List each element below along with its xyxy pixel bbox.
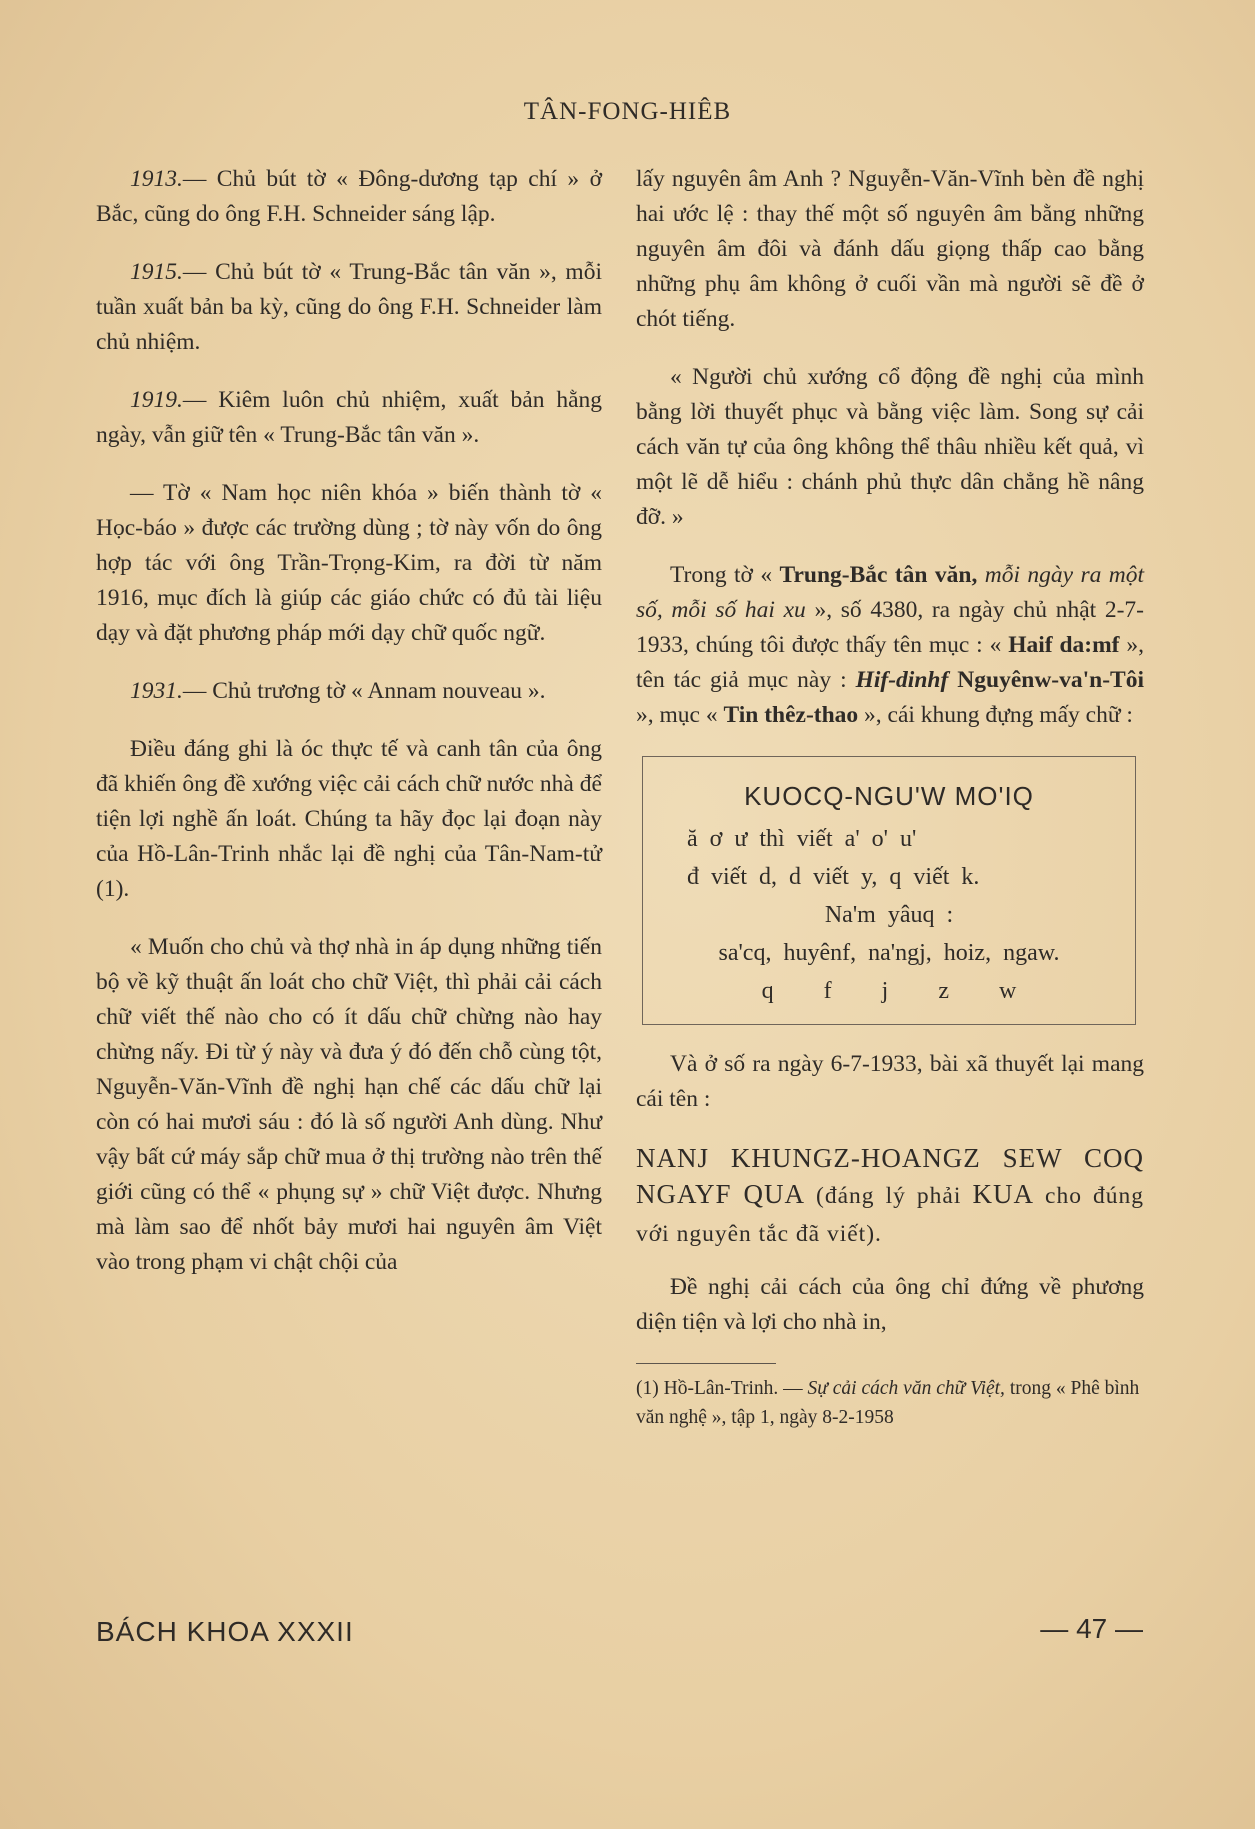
text-run bbox=[948, 667, 957, 693]
text-run: (đáng lý phải bbox=[804, 1183, 973, 1209]
left-column bbox=[96, 162, 602, 1303]
year: 1919. bbox=[130, 387, 183, 413]
page-header: TÂN-FONG-HIÊB bbox=[523, 98, 732, 125]
paragraph-1919 bbox=[96, 383, 602, 453]
text-run: », cái khung đựng mấy chữ : bbox=[858, 702, 1133, 728]
year: 1915. bbox=[130, 259, 183, 285]
box-title: KUOCQ-NGU'W MO'IQ bbox=[744, 781, 1034, 811]
correction-word: KUA bbox=[972, 1179, 1034, 1209]
magazine-title: BÁCH KHOA XXXII bbox=[96, 1616, 354, 1647]
column-name: Haif da:mf bbox=[1008, 632, 1120, 658]
footnote-divider bbox=[636, 1363, 776, 1364]
editorial-title bbox=[636, 1140, 1144, 1252]
paragraph-quote: « Muốn cho chủ và thợ nhà in áp dụng những tiến bộ về kỹ thuật ấn loát cho chữ Việt, thì phải cải cách chữ viết thế nào cho có ít dấu chữ chừng nào hay chừng nấy. Đi từ ý này và đưa ý đó đến chỗ cùng tột, Nguyễn-Văn-Vĩnh đề nghị hạn chế các dấu chữ lại còn có hai mươi sáu : đó là số người Anh dùng. Như vậy bất cứ máy sắp chữ mua ở thị trường nào trên thế giới cũng có thể « phụng sự » chữ Việt được. Nhưng mà làm sao để nhốt bảy mươi hai nguyên âm Việt vào trong phạm vi chật chội của bbox=[96, 934, 602, 1275]
paragraph-quote-end: « Người chủ xướng cổ động đề nghị của mình bằng lời thuyết phục và bằng việc làm. Song sự cải cách văn tự của ông không thể thâu nhiều kết quả, vì một lẽ dễ hiểu : chánh phủ thực dân chẳng hề nâng đỡ. » bbox=[636, 364, 1144, 530]
author-alias: Hif-dinhf bbox=[855, 667, 949, 693]
page-number: — 47 — bbox=[1040, 1613, 1143, 1644]
newspaper-name: Trung-Bắc tân văn, bbox=[779, 562, 978, 588]
paragraph-continued: lấy nguyên âm Anh ? Nguyễn-Văn-Vĩnh bèn đề nghị hai ước lệ : thay thế một số nguyên âm bằng những nguyên âm đôi và đánh dấu giọng thấp cao bằng những phụ âm không ở cuối vần mà người sẽ đề ở chót tiếng. bbox=[636, 166, 1144, 332]
right-column bbox=[636, 162, 1144, 1432]
box-line: q f j z w bbox=[761, 978, 1017, 1004]
box-line: đ viết d, d viết y, q viết k. bbox=[687, 864, 980, 890]
text-run: Trong tờ « bbox=[670, 562, 780, 588]
paragraph-conclusion: Đề nghị cải cách của ông chỉ đứng về phương diện tiện và lợi cho nhà in, bbox=[636, 1274, 1144, 1335]
footnote-text: trong « Phê bình văn nghệ », tập 1, ngày 8-2-1958 bbox=[636, 1378, 1140, 1428]
text-run: », mục « bbox=[636, 702, 724, 728]
paragraph-text: — Chủ bút tờ « Đông-dương tạp chí » ở Bắc, cũng do ông F.H. Schneider sáng lập. bbox=[96, 166, 602, 227]
newspaper-tagline: mỗi ngày ra một số, mỗi số hai xu bbox=[636, 562, 1145, 623]
footnote-text: (1) Hồ-Lân-Trinh. — bbox=[636, 1378, 808, 1399]
author-name: Nguyênw-va'n-Tôi bbox=[957, 667, 1145, 693]
paragraph-1915 bbox=[96, 255, 602, 360]
editorial-title-text: NANJ KHUNGZ-HOANGZ SEW COQ NGAYF QUA bbox=[636, 1143, 1144, 1209]
paragraph-trung-bac bbox=[636, 558, 1144, 733]
paragraph-1913 bbox=[96, 162, 602, 232]
text-run: », tên tác giả mục này : bbox=[636, 632, 1145, 693]
box-line: sa'cq, huyênf, na'ngj, hoiz, ngaw. bbox=[718, 940, 1060, 966]
paragraph-text: — Chủ bút tờ « Trung-Bắc tân văn », mỗi tuần xuất bản ba kỳ, cũng do ông F.H. Schneider làm chủ nhiệm. bbox=[96, 259, 602, 355]
year: 1913. bbox=[130, 166, 183, 192]
paragraph-text: — Kiêm luôn chủ nhiệm, xuất bản hằng ngày, vẫn giữ tên « Trung-Bắc tân văn ». bbox=[96, 387, 602, 448]
footnote bbox=[636, 1374, 1144, 1432]
paragraph-editorial: Và ở số ra ngày 6-7-1933, bài xã thuyết lại mang cái tên : bbox=[636, 1051, 1144, 1112]
box-line: Na'm yâuq : bbox=[824, 902, 954, 928]
section-name: Tin thêz-thao bbox=[723, 702, 859, 728]
orthography-box bbox=[642, 756, 1136, 1025]
text-run: », số 4380, ra ngày chủ nhật 2-7-1933, chúng tôi được thấy tên mục : « bbox=[636, 597, 1145, 658]
footnote-title: Sự cải cách văn chữ Việt, bbox=[807, 1378, 1005, 1399]
box-line: ă ơ ư thì viết a' o' u' bbox=[687, 826, 917, 852]
paragraph-text: — Chủ trương tờ « Annam nouveau ». bbox=[182, 678, 546, 704]
paragraph-1931 bbox=[96, 674, 602, 709]
year: 1931. bbox=[130, 678, 183, 704]
paragraph-hoc-bao: — Tờ « Nam học niên khóa » biến thành tờ « Học-báo » được các trường dùng ; tờ này vốn do ông hợp tác với ông Trần-Trọng-Kim, ra đời từ năm 1916, mục đích là giúp các giáo chức có đủ tài liệu dạy và đặt phương pháp mới dạy chữ quốc ngữ. bbox=[96, 480, 602, 646]
text-run: cho đúng với nguyên tắc đã viết). bbox=[636, 1183, 1144, 1247]
paragraph-reform: Điều đáng ghi là óc thực tế và canh tân của ông đã khiến ông đề xướng việc cải cách chữ nước nhà để tiện lợi nghề ấn loát. Chúng ta hãy đọc lại đoạn này của Hồ-Lân-Trinh nhắc lại đề nghị của Tân-Nam-tử (1). bbox=[96, 736, 602, 902]
